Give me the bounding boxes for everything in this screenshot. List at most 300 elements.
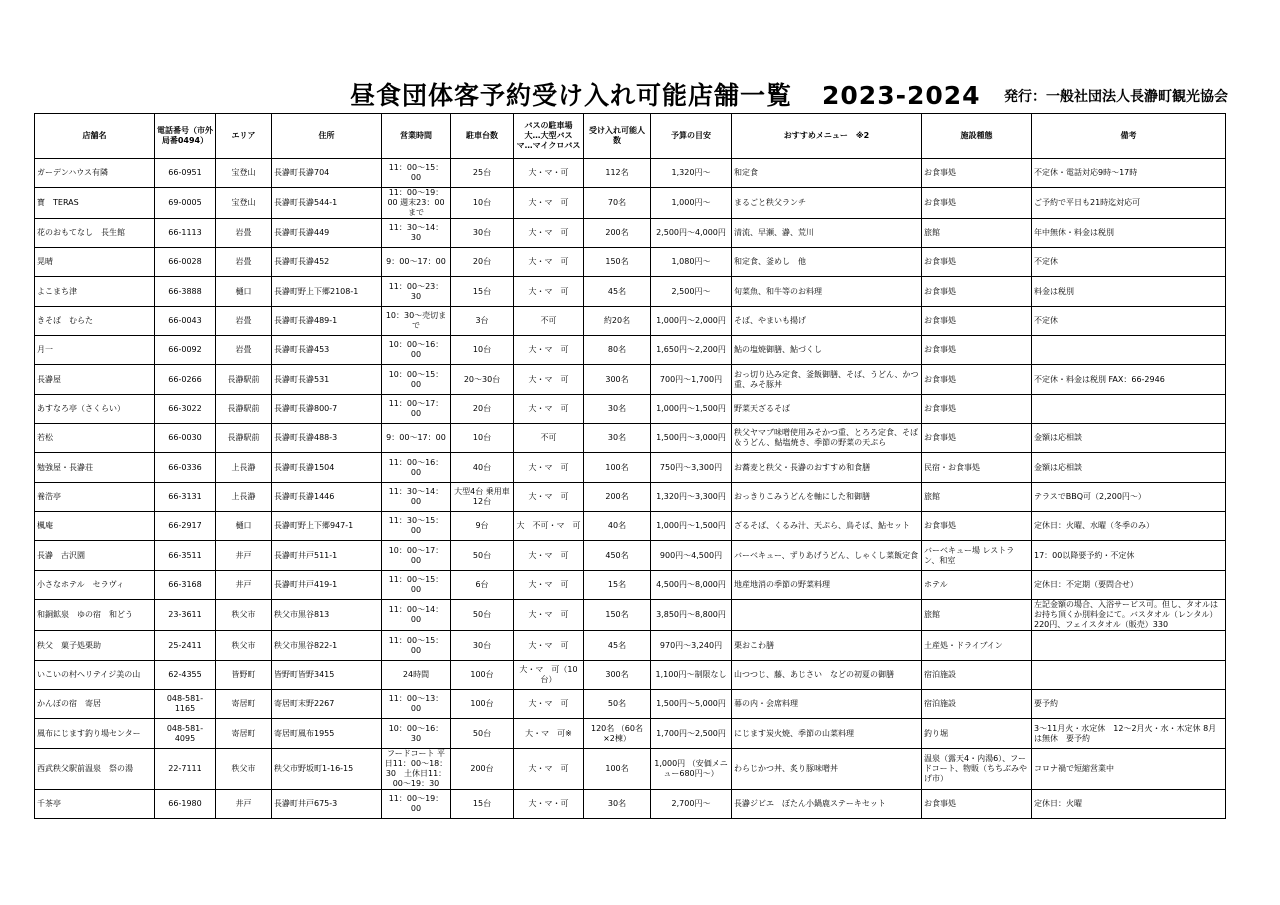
cell-name: 勉強屋・長瀞荘 — [35, 453, 155, 483]
cell-bus: 大・マ 可 — [514, 219, 584, 248]
cell-capacity: 112名 — [584, 159, 651, 188]
cell-hours: 11：00～15：00 — [382, 159, 451, 188]
cell-capacity: 約20名 — [584, 307, 651, 336]
table-row — [35, 719, 1226, 749]
cell-capacity: 45名 — [584, 277, 651, 307]
cell-hours: 11：30～14：00 — [382, 483, 451, 512]
cell-phone: 69-0005 — [155, 188, 216, 219]
cell-bus: 大・マ 可 — [514, 453, 584, 483]
cell-budget: 1,500円～5,000円 — [651, 690, 732, 719]
cell-menu: 野菜天ざるそば — [732, 395, 922, 424]
title-text: 昼食団体客予約受け入れ可能店舗一覧 — [350, 81, 793, 110]
cell-notes: ご予約で平日も21時迄対応可 — [1032, 188, 1226, 219]
cell-notes: 定休日：火曜、水曜（冬季のみ） — [1032, 512, 1226, 541]
cell-menu: 長瀞ジビエ ぼたん小鍋鹿ステーキセット — [732, 790, 922, 819]
cell-name: 秩父 菓子処栗助 — [35, 631, 155, 661]
cell-bus: 不可 — [514, 307, 584, 336]
cell-hours: 11：00～15：00 — [382, 631, 451, 661]
cell-address: 秩父市野坂町1-16-15 — [272, 749, 382, 790]
cell-bus: 大・マ 可 — [514, 541, 584, 571]
cell-notes — [1032, 336, 1226, 365]
cell-parking: 200台 — [451, 749, 514, 790]
cell-type: 旅館 — [922, 219, 1032, 248]
table-row — [35, 661, 1226, 690]
cell-type: お食事処 — [922, 395, 1032, 424]
cell-bus: 大・マ 可 — [514, 571, 584, 600]
table-row — [35, 631, 1226, 661]
cell-capacity: 200名 — [584, 483, 651, 512]
cell-hours: 11：00～17：00 — [382, 395, 451, 424]
cell-menu: お蕎麦と秩父・長瀞のおすすめ和食膳 — [732, 453, 922, 483]
cell-address: 長瀞町井戸675-3 — [272, 790, 382, 819]
cell-phone: 23-3611 — [155, 600, 216, 631]
cell-budget: 1,700円～2,500円 — [651, 719, 732, 749]
cell-parking: 15台 — [451, 277, 514, 307]
cell-menu: おっきりこみうどんを軸にした和御膳 — [732, 483, 922, 512]
cell-budget: 2,700円～ — [651, 790, 732, 819]
cell-parking: 50台 — [451, 600, 514, 631]
table-row — [35, 453, 1226, 483]
cell-capacity: 50名 — [584, 690, 651, 719]
table-row — [35, 336, 1226, 365]
cell-type: 民宿・お食事処 — [922, 453, 1032, 483]
cell-type: 釣り堀 — [922, 719, 1032, 749]
cell-bus: 不可 — [514, 424, 584, 453]
cell-address: 長瀞町長瀞531 — [272, 365, 382, 395]
cell-bus: 大 不可・マ 可 — [514, 512, 584, 541]
cell-name: 養浩亭 — [35, 483, 155, 512]
cell-hours: 10：00～16：30 — [382, 719, 451, 749]
cell-name: 和銅鉱泉 ゆの宿 和どう — [35, 600, 155, 631]
cell-capacity: 150名 — [584, 248, 651, 277]
cell-parking: 20台 — [451, 248, 514, 277]
cell-type: 宿泊施設 — [922, 661, 1032, 690]
cell-menu: わらじかつ丼、炙り豚味噌丼 — [732, 749, 922, 790]
cell-notes: 定休日：火曜 — [1032, 790, 1226, 819]
cell-hours: 11：00～15：00 — [382, 571, 451, 600]
cell-capacity: 100名 — [584, 749, 651, 790]
cell-menu: 鮎の塩焼御膳、鮎づくし — [732, 336, 922, 365]
cell-budget: 1,500円～3,000円 — [651, 424, 732, 453]
cell-name: いこいの村ヘリテイジ美の山 — [35, 661, 155, 690]
cell-phone: 66-3511 — [155, 541, 216, 571]
cell-bus: 大・マ 可（10台） — [514, 661, 584, 690]
cell-hours: 11：30～14：30 — [382, 219, 451, 248]
cell-phone: 62-4355 — [155, 661, 216, 690]
cell-bus: 大・マ 可 — [514, 336, 584, 365]
cell-budget: 1,100円～制限なし — [651, 661, 732, 690]
cell-menu: そば、やまいも揚げ — [732, 307, 922, 336]
cell-name: 西武秩父駅前温泉 祭の湯 — [35, 749, 155, 790]
cell-address: 秩父市黒谷813 — [272, 600, 382, 631]
cell-name: 長瀞屋 — [35, 365, 155, 395]
cell-menu: 旬菜魚、和牛等のお料理 — [732, 277, 922, 307]
cell-hours: 10：00～17：00 — [382, 541, 451, 571]
cell-menu: まるごと秩父ランチ — [732, 188, 922, 219]
cell-hours: 11：00～19：00 週末23：00まで — [382, 188, 451, 219]
cell-name: ガーデンハウス有隣 — [35, 159, 155, 188]
cell-phone: 66-3168 — [155, 571, 216, 600]
cell-budget: 1,320円～ — [651, 159, 732, 188]
cell-name: 小さなホテル セラヴィ — [35, 571, 155, 600]
header-budget: 予算の目安 — [651, 114, 732, 159]
cell-area: 長瀞駅前 — [216, 424, 272, 453]
cell-area: 岩畳 — [216, 219, 272, 248]
header-area: エリア — [216, 114, 272, 159]
cell-capacity: 300名 — [584, 661, 651, 690]
cell-address: 長瀞町長瀞1446 — [272, 483, 382, 512]
cell-area: 寄居町 — [216, 690, 272, 719]
table-row — [35, 512, 1226, 541]
cell-parking: 50台 — [451, 541, 514, 571]
cell-notes — [1032, 631, 1226, 661]
publisher: 発行：一般社団法人長瀞町観光協会 — [1004, 89, 1228, 105]
cell-notes: コロナ禍で短縮営業中 — [1032, 749, 1226, 790]
table-row — [35, 541, 1226, 571]
page-title — [350, 76, 981, 112]
cell-menu: 幕の内・会席料理 — [732, 690, 922, 719]
cell-bus: 大・マ 可 — [514, 600, 584, 631]
cell-budget: 1,650円～2,200円 — [651, 336, 732, 365]
cell-hours: 11：30～15：00 — [382, 512, 451, 541]
cell-name: 千茶亭 — [35, 790, 155, 819]
table-row — [35, 188, 1226, 219]
cell-notes: 不定休 — [1032, 307, 1226, 336]
table-row — [35, 483, 1226, 512]
cell-notes: 17：00以降要予約・不定休 — [1032, 541, 1226, 571]
cell-area: 寄居町 — [216, 719, 272, 749]
cell-bus: 大・マ 可 — [514, 631, 584, 661]
cell-budget: 1,080円～ — [651, 248, 732, 277]
cell-name: 長瀞 古沢園 — [35, 541, 155, 571]
cell-type: 土産処・ドライブイン — [922, 631, 1032, 661]
cell-address: 長瀞町井戸419-1 — [272, 571, 382, 600]
cell-bus: 大・マ 可 — [514, 248, 584, 277]
cell-parking: 50台 — [451, 719, 514, 749]
cell-area: 上長瀞 — [216, 483, 272, 512]
cell-area: 長瀞駅前 — [216, 395, 272, 424]
header-notes: 備考 — [1032, 114, 1226, 159]
cell-parking: 10台 — [451, 424, 514, 453]
cell-phone: 25-2411 — [155, 631, 216, 661]
header-hours: 営業時間 — [382, 114, 451, 159]
cell-type: 宿泊施設 — [922, 690, 1032, 719]
cell-type: 旅館 — [922, 483, 1032, 512]
cell-budget: 1,000円 （安価メニュー680円～） — [651, 749, 732, 790]
cell-bus: 大・マ 可 — [514, 690, 584, 719]
cell-name: 風布にじます釣り場センター — [35, 719, 155, 749]
cell-name: 若松 — [35, 424, 155, 453]
cell-address: 長瀞町長瀞1504 — [272, 453, 382, 483]
cell-budget: 1,000円～2,000円 — [651, 307, 732, 336]
table-row — [35, 790, 1226, 819]
cell-phone: 66-0030 — [155, 424, 216, 453]
cell-phone: 22-7111 — [155, 749, 216, 790]
cell-area: 井戸 — [216, 790, 272, 819]
cell-parking: 9台 — [451, 512, 514, 541]
table-row — [35, 749, 1226, 790]
cell-phone: 66-3888 — [155, 277, 216, 307]
header-name: 店舗名 — [35, 114, 155, 159]
cell-hours: フードコート 平 日11：00～18：30 土休日11：00～19：30 — [382, 749, 451, 790]
cell-type: お食事処 — [922, 248, 1032, 277]
cell-address: 長瀞町長瀞800-7 — [272, 395, 382, 424]
cell-capacity: 70名 — [584, 188, 651, 219]
header-phone: 電話番号（市外局番0494） — [155, 114, 216, 159]
cell-parking: 100台 — [451, 690, 514, 719]
cell-bus: 大・マ 可 — [514, 395, 584, 424]
cell-parking: 20台 — [451, 395, 514, 424]
header-address: 住所 — [272, 114, 382, 159]
cell-phone: 048-581-1165 — [155, 690, 216, 719]
cell-hours: 11：00～19：00 — [382, 790, 451, 819]
cell-phone: 66-0043 — [155, 307, 216, 336]
cell-menu: バーベキュー、ずりあげうどん、しゃくし菜飯定食 — [732, 541, 922, 571]
cell-bus: 大・マ 可 — [514, 188, 584, 219]
table-row — [35, 395, 1226, 424]
cell-notes: 不定休 — [1032, 248, 1226, 277]
cell-phone: 66-3022 — [155, 395, 216, 424]
cell-notes: 3～11月火・水定休 12～2月火・水・木定休 8月は無休 要予約 — [1032, 719, 1226, 749]
cell-notes: テラスでBBQ可（2,200円～） — [1032, 483, 1226, 512]
cell-type: ホテル — [922, 571, 1032, 600]
cell-area: 皆野町 — [216, 661, 272, 690]
cell-budget: 1,320円～3,300円 — [651, 483, 732, 512]
cell-menu: 山つつじ、藤、あじさい などの初夏の御膳 — [732, 661, 922, 690]
cell-parking: 40台 — [451, 453, 514, 483]
cell-name: きそば むらた — [35, 307, 155, 336]
cell-hours: 11：00～14：00 — [382, 600, 451, 631]
cell-bus: 大・マ 可 — [514, 277, 584, 307]
cell-parking: 20～30台 — [451, 365, 514, 395]
cell-capacity: 40名 — [584, 512, 651, 541]
cell-phone: 66-0336 — [155, 453, 216, 483]
cell-bus: 大・マ 可 — [514, 365, 584, 395]
cell-hours: 10：00～16：00 — [382, 336, 451, 365]
cell-area: 樋口 — [216, 512, 272, 541]
cell-budget: 1,000円～1,500円 — [651, 512, 732, 541]
cell-area: 井戸 — [216, 571, 272, 600]
cell-menu — [732, 600, 922, 631]
cell-phone: 66-0266 — [155, 365, 216, 395]
cell-budget: 750円～3,300円 — [651, 453, 732, 483]
cell-name: かんぽの宿 寄居 — [35, 690, 155, 719]
cell-address: 秩父市黒谷822-1 — [272, 631, 382, 661]
cell-parking: 6台 — [451, 571, 514, 600]
cell-capacity: 300名 — [584, 365, 651, 395]
cell-type: お食事処 — [922, 365, 1032, 395]
cell-address: 長瀞町野上下郷947-1 — [272, 512, 382, 541]
cell-notes: 料金は税別 — [1032, 277, 1226, 307]
cell-hours: 11：00～16：00 — [382, 453, 451, 483]
cell-name: 花のおもてなし 長生館 — [35, 219, 155, 248]
cell-notes — [1032, 395, 1226, 424]
cell-budget: 2,500円～ — [651, 277, 732, 307]
cell-capacity: 15名 — [584, 571, 651, 600]
cell-type: お食事処 — [922, 512, 1032, 541]
table-row — [35, 307, 1226, 336]
cell-notes: 年中無休・料金は税別 — [1032, 219, 1226, 248]
cell-phone: 66-2917 — [155, 512, 216, 541]
cell-area: 秩父市 — [216, 600, 272, 631]
title-year: 2023-2024 — [822, 81, 981, 110]
cell-notes: 要予約 — [1032, 690, 1226, 719]
cell-budget: 2,500円～4,000円 — [651, 219, 732, 248]
cell-hours: 9：00～17：00 — [382, 424, 451, 453]
cell-parking: 30台 — [451, 219, 514, 248]
cell-address: 長瀞町長瀞488-3 — [272, 424, 382, 453]
cell-parking: 10台 — [451, 188, 514, 219]
cell-menu: 清流、早瀬、瀞、荒川 — [732, 219, 922, 248]
cell-address: 長瀞町長瀞489-1 — [272, 307, 382, 336]
cell-area: 長瀞駅前 — [216, 365, 272, 395]
cell-menu: 和定食 — [732, 159, 922, 188]
cell-phone: 66-0028 — [155, 248, 216, 277]
cell-address: 寄居町末野2267 — [272, 690, 382, 719]
cell-bus: 大・マ・可 — [514, 159, 584, 188]
cell-name: よこまち津 — [35, 277, 155, 307]
cell-phone: 66-3131 — [155, 483, 216, 512]
cell-hours: 11：00～23：30 — [382, 277, 451, 307]
cell-address: 長瀞町長瀞449 — [272, 219, 382, 248]
cell-phone: 66-1980 — [155, 790, 216, 819]
cell-address: 長瀞町長瀞452 — [272, 248, 382, 277]
cell-budget: 4,500円～8,000円 — [651, 571, 732, 600]
cell-phone: 048-581-4095 — [155, 719, 216, 749]
cell-budget: 1,000円～1,500円 — [651, 395, 732, 424]
cell-address: 皆野町皆野3415 — [272, 661, 382, 690]
cell-menu: 秩父ヤマブ味噌使用みそかつ重、とろろ定食、そば＆うどん、鮎塩焼き、季節の野菜の天ぷら — [732, 424, 922, 453]
cell-type: 温泉（露天4・内湯6）、フードコート、物販（ちちぶみやげ市） — [922, 749, 1032, 790]
cell-parking: 15台 — [451, 790, 514, 819]
cell-area: 秩父市 — [216, 749, 272, 790]
store-table — [34, 113, 1226, 819]
cell-notes: 不定休・料金は税別 FAX：66-2946 — [1032, 365, 1226, 395]
table-row — [35, 600, 1226, 631]
cell-capacity: 30名 — [584, 424, 651, 453]
cell-name: 月一 — [35, 336, 155, 365]
cell-notes: 金額は応相談 — [1032, 453, 1226, 483]
cell-hours: 9：00～17：00 — [382, 248, 451, 277]
table-row — [35, 248, 1226, 277]
cell-area: 井戸 — [216, 541, 272, 571]
header-type: 施設種態 — [922, 114, 1032, 159]
cell-address: 長瀞町井戸511-1 — [272, 541, 382, 571]
cell-capacity: 100名 — [584, 453, 651, 483]
table-row — [35, 277, 1226, 307]
cell-name: 寳 TERAS — [35, 188, 155, 219]
cell-address: 長瀞町野上下郷2108-1 — [272, 277, 382, 307]
cell-capacity: 200名 — [584, 219, 651, 248]
cell-type: お食事処 — [922, 424, 1032, 453]
cell-area: 宝登山 — [216, 159, 272, 188]
cell-bus: 大・マ 可 — [514, 749, 584, 790]
cell-notes: 金額は応相談 — [1032, 424, 1226, 453]
cell-name: 楓庵 — [35, 512, 155, 541]
cell-hours: 10：30～売切まで — [382, 307, 451, 336]
cell-type: お食事処 — [922, 277, 1032, 307]
cell-parking: 3台 — [451, 307, 514, 336]
cell-budget: 1,000円～ — [651, 188, 732, 219]
cell-type: お食事処 — [922, 336, 1032, 365]
cell-bus: 大・マ 可※ — [514, 719, 584, 749]
cell-hours: 11：00～13：00 — [382, 690, 451, 719]
cell-capacity: 150名 — [584, 600, 651, 631]
header-menu: おすすめメニュー ※2 — [732, 114, 922, 159]
cell-notes — [1032, 661, 1226, 690]
cell-capacity: 120名 （60名×2棟） — [584, 719, 651, 749]
cell-menu: にじます炭火焼、季節の山菜料理 — [732, 719, 922, 749]
cell-address: 長瀞町長瀞453 — [272, 336, 382, 365]
cell-type: お食事処 — [922, 307, 1032, 336]
cell-bus: 大・マ 可 — [514, 483, 584, 512]
cell-name: 晃晴 — [35, 248, 155, 277]
cell-area: 秩父市 — [216, 631, 272, 661]
cell-parking: 10台 — [451, 336, 514, 365]
cell-area: 岩畳 — [216, 248, 272, 277]
table-row — [35, 424, 1226, 453]
cell-area: 上長瀞 — [216, 453, 272, 483]
header-capacity: 受け入れ可能人数 — [584, 114, 651, 159]
cell-phone: 66-0951 — [155, 159, 216, 188]
cell-hours: 24時間 — [382, 661, 451, 690]
cell-address: 寄居町風布1955 — [272, 719, 382, 749]
table-header-row — [35, 114, 1226, 159]
cell-budget: 970円～3,240円 — [651, 631, 732, 661]
cell-type: 旅館 — [922, 600, 1032, 631]
cell-type: お食事処 — [922, 159, 1032, 188]
cell-capacity: 30名 — [584, 790, 651, 819]
cell-parking: 100台 — [451, 661, 514, 690]
cell-type: お食事処 — [922, 188, 1032, 219]
cell-type: バーベキュー場 レストラン、和室 — [922, 541, 1032, 571]
cell-phone: 66-0092 — [155, 336, 216, 365]
cell-hours: 10：00～15：00 — [382, 365, 451, 395]
cell-phone: 66-1113 — [155, 219, 216, 248]
cell-capacity: 45名 — [584, 631, 651, 661]
cell-budget: 700円～1,700円 — [651, 365, 732, 395]
header-parking: 駐車台数 — [451, 114, 514, 159]
table-row — [35, 365, 1226, 395]
cell-capacity: 450名 — [584, 541, 651, 571]
cell-menu: ざるそば、くるみ汁、天ぷら、鳥そば、鮎セット — [732, 512, 922, 541]
cell-notes: 定休日：不定期（要問合せ） — [1032, 571, 1226, 600]
cell-budget: 900円～4,500円 — [651, 541, 732, 571]
cell-type: お食事処 — [922, 790, 1032, 819]
cell-area: 樋口 — [216, 277, 272, 307]
cell-area: 岩畳 — [216, 307, 272, 336]
table-row — [35, 159, 1226, 188]
cell-menu: 地産地消の季節の野菜料理 — [732, 571, 922, 600]
cell-capacity: 80名 — [584, 336, 651, 365]
cell-area: 岩畳 — [216, 336, 272, 365]
cell-notes: 左記金額の場合、入浴サービス可。但し、タオルはお持ち頂くか別料金にて。バスタオル（レンタル）220円、フェイスタオル（販売）330 — [1032, 600, 1226, 631]
cell-name: あすなろ亭（さくらい） — [35, 395, 155, 424]
header-bus: バスの駐車場 大…大型バス マ…マイクロバス — [514, 114, 584, 159]
cell-address: 長瀞町長瀞544-1 — [272, 188, 382, 219]
cell-budget: 3,850円～8,800円 — [651, 600, 732, 631]
cell-parking: 大型4台 乗用車12台 — [451, 483, 514, 512]
cell-menu: おっ切り込み定食、釜飯御膳、そば、うどん、かつ重、みそ豚丼 — [732, 365, 922, 395]
cell-menu: 栗おこわ膳 — [732, 631, 922, 661]
cell-capacity: 30名 — [584, 395, 651, 424]
table-row — [35, 690, 1226, 719]
table-row — [35, 571, 1226, 600]
cell-parking: 30台 — [451, 631, 514, 661]
table-row — [35, 219, 1226, 248]
cell-bus: 大・マ・可 — [514, 790, 584, 819]
cell-address: 長瀞町長瀞704 — [272, 159, 382, 188]
